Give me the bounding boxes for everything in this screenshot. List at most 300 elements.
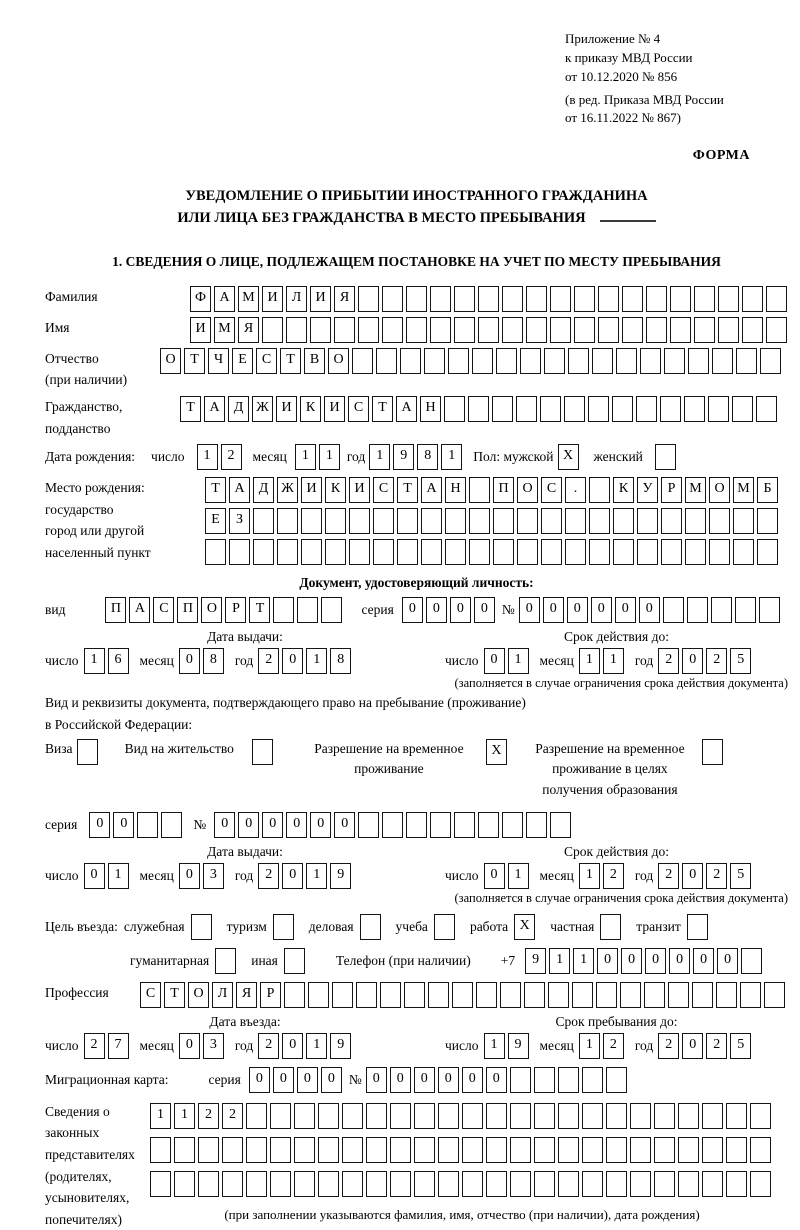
identity-validity-day-input[interactable] bbox=[484, 648, 532, 674]
char-cell[interactable] bbox=[524, 982, 545, 1008]
char-cell[interactable] bbox=[613, 508, 634, 534]
char-cell[interactable] bbox=[222, 1171, 243, 1197]
char-cell[interactable]: 1 bbox=[306, 863, 327, 889]
char-cell[interactable] bbox=[246, 1137, 267, 1163]
char-cell[interactable] bbox=[684, 396, 705, 422]
stay-series-input[interactable] bbox=[89, 812, 185, 838]
char-cell[interactable] bbox=[685, 508, 706, 534]
char-cell[interactable]: 0 bbox=[321, 1067, 342, 1093]
char-cell[interactable] bbox=[174, 1171, 195, 1197]
char-cell[interactable] bbox=[685, 539, 706, 565]
char-cell[interactable] bbox=[321, 597, 342, 623]
char-cell[interactable] bbox=[688, 348, 709, 374]
char-cell[interactable] bbox=[692, 982, 713, 1008]
stay-number-input[interactable] bbox=[214, 812, 574, 838]
char-cell[interactable] bbox=[414, 1171, 435, 1197]
char-cell[interactable] bbox=[517, 539, 538, 565]
char-cell[interactable] bbox=[616, 348, 637, 374]
char-cell[interactable]: Т bbox=[184, 348, 205, 374]
char-cell[interactable] bbox=[366, 1171, 387, 1197]
char-cell[interactable] bbox=[750, 1137, 771, 1163]
char-cell[interactable] bbox=[77, 739, 98, 765]
char-cell[interactable] bbox=[759, 597, 780, 623]
char-cell[interactable]: 0 bbox=[84, 863, 105, 889]
char-cell[interactable] bbox=[678, 1171, 699, 1197]
char-cell[interactable]: И bbox=[324, 396, 345, 422]
char-cell[interactable]: С bbox=[541, 477, 562, 503]
char-cell[interactable]: 0 bbox=[519, 597, 540, 623]
char-cell[interactable]: 0 bbox=[621, 948, 642, 974]
char-cell[interactable]: 1 bbox=[508, 863, 529, 889]
char-cell[interactable] bbox=[406, 812, 427, 838]
char-cell[interactable] bbox=[709, 539, 730, 565]
char-cell[interactable] bbox=[733, 539, 754, 565]
char-cell[interactable] bbox=[448, 348, 469, 374]
char-cell[interactable]: 2 bbox=[603, 1033, 624, 1059]
char-cell[interactable] bbox=[668, 982, 689, 1008]
char-cell[interactable]: У bbox=[637, 477, 658, 503]
char-cell[interactable] bbox=[589, 508, 610, 534]
char-cell[interactable] bbox=[270, 1103, 291, 1129]
char-cell[interactable] bbox=[510, 1067, 531, 1093]
temp-residence-education-checkbox[interactable] bbox=[702, 739, 726, 765]
char-cell[interactable] bbox=[406, 286, 427, 312]
char-cell[interactable]: X bbox=[558, 444, 579, 470]
char-cell[interactable]: 2 bbox=[198, 1103, 219, 1129]
char-cell[interactable]: Д bbox=[253, 477, 274, 503]
identity-issue-day-input[interactable] bbox=[84, 648, 132, 674]
char-cell[interactable]: Е bbox=[205, 508, 226, 534]
char-cell[interactable]: А bbox=[421, 477, 442, 503]
char-cell[interactable]: 0 bbox=[462, 1067, 483, 1093]
char-cell[interactable]: 2 bbox=[222, 1103, 243, 1129]
char-cell[interactable]: Ч bbox=[208, 348, 229, 374]
char-cell[interactable]: А bbox=[214, 286, 235, 312]
char-cell[interactable]: 0 bbox=[310, 812, 331, 838]
char-cell[interactable] bbox=[161, 812, 182, 838]
char-cell[interactable]: 0 bbox=[89, 812, 110, 838]
char-cell[interactable]: Ф bbox=[190, 286, 211, 312]
char-cell[interactable] bbox=[150, 1137, 171, 1163]
char-cell[interactable]: О bbox=[188, 982, 209, 1008]
char-cell[interactable] bbox=[630, 1171, 651, 1197]
char-cell[interactable] bbox=[308, 982, 329, 1008]
char-cell[interactable]: 2 bbox=[258, 1033, 279, 1059]
char-cell[interactable] bbox=[438, 1103, 459, 1129]
char-cell[interactable] bbox=[476, 982, 497, 1008]
char-cell[interactable] bbox=[468, 396, 489, 422]
char-cell[interactable] bbox=[215, 948, 236, 974]
char-cell[interactable]: Ж bbox=[252, 396, 273, 422]
char-cell[interactable]: Р bbox=[225, 597, 246, 623]
doc-series-input[interactable] bbox=[402, 597, 498, 623]
char-cell[interactable]: С bbox=[140, 982, 161, 1008]
char-cell[interactable] bbox=[598, 286, 619, 312]
stay-validity-year-input[interactable] bbox=[658, 863, 754, 889]
char-cell[interactable]: 1 bbox=[295, 444, 316, 470]
char-cell[interactable] bbox=[469, 508, 490, 534]
char-cell[interactable] bbox=[756, 396, 777, 422]
char-cell[interactable] bbox=[252, 739, 273, 765]
char-cell[interactable] bbox=[270, 1171, 291, 1197]
char-cell[interactable] bbox=[349, 508, 370, 534]
stay-validity-month-input[interactable] bbox=[579, 863, 627, 889]
char-cell[interactable]: 5 bbox=[730, 1033, 751, 1059]
char-cell[interactable] bbox=[670, 317, 691, 343]
char-cell[interactable] bbox=[517, 508, 538, 534]
purpose-commercial-checkbox[interactable] bbox=[360, 914, 384, 940]
char-cell[interactable]: Т bbox=[249, 597, 270, 623]
char-cell[interactable]: К bbox=[300, 396, 321, 422]
char-cell[interactable] bbox=[687, 597, 708, 623]
sex-female-checkbox[interactable] bbox=[655, 444, 679, 470]
char-cell[interactable] bbox=[253, 539, 274, 565]
char-cell[interactable] bbox=[550, 286, 571, 312]
char-cell[interactable]: 1 bbox=[369, 444, 390, 470]
char-cell[interactable] bbox=[191, 914, 212, 940]
char-cell[interactable] bbox=[246, 1103, 267, 1129]
char-cell[interactable]: О bbox=[201, 597, 222, 623]
char-cell[interactable] bbox=[318, 1137, 339, 1163]
char-cell[interactable] bbox=[620, 982, 641, 1008]
char-cell[interactable]: 0 bbox=[682, 863, 703, 889]
char-cell[interactable] bbox=[137, 812, 158, 838]
char-cell[interactable]: 3 bbox=[203, 863, 224, 889]
char-cell[interactable] bbox=[702, 739, 723, 765]
char-cell[interactable]: 2 bbox=[706, 1033, 727, 1059]
purpose-work-checkbox[interactable] bbox=[514, 914, 538, 940]
char-cell[interactable]: 1 bbox=[319, 444, 340, 470]
char-cell[interactable] bbox=[325, 539, 346, 565]
char-cell[interactable]: 2 bbox=[258, 863, 279, 889]
char-cell[interactable] bbox=[687, 914, 708, 940]
char-cell[interactable]: Т bbox=[397, 477, 418, 503]
char-cell[interactable] bbox=[334, 317, 355, 343]
char-cell[interactable] bbox=[741, 948, 762, 974]
char-cell[interactable]: П bbox=[105, 597, 126, 623]
char-cell[interactable] bbox=[452, 982, 473, 1008]
char-cell[interactable] bbox=[342, 1171, 363, 1197]
char-cell[interactable]: З bbox=[229, 508, 250, 534]
char-cell[interactable] bbox=[277, 539, 298, 565]
char-cell[interactable]: 1 bbox=[579, 648, 600, 674]
char-cell[interactable]: 1 bbox=[579, 863, 600, 889]
char-cell[interactable] bbox=[574, 286, 595, 312]
char-cell[interactable]: 0 bbox=[334, 812, 355, 838]
char-cell[interactable] bbox=[486, 1103, 507, 1129]
char-cell[interactable]: 7 bbox=[108, 1033, 129, 1059]
char-cell[interactable]: 0 bbox=[282, 648, 303, 674]
char-cell[interactable] bbox=[654, 1137, 675, 1163]
char-cell[interactable] bbox=[382, 286, 403, 312]
char-cell[interactable]: 2 bbox=[658, 648, 679, 674]
char-cell[interactable] bbox=[366, 1103, 387, 1129]
char-cell[interactable] bbox=[736, 348, 757, 374]
char-cell[interactable]: И bbox=[276, 396, 297, 422]
char-cell[interactable]: И bbox=[190, 317, 211, 343]
char-cell[interactable] bbox=[564, 396, 585, 422]
char-cell[interactable] bbox=[750, 1171, 771, 1197]
char-cell[interactable] bbox=[612, 396, 633, 422]
char-cell[interactable]: 0 bbox=[438, 1067, 459, 1093]
char-cell[interactable]: И bbox=[349, 477, 370, 503]
char-cell[interactable]: Т bbox=[372, 396, 393, 422]
char-cell[interactable]: С bbox=[348, 396, 369, 422]
char-cell[interactable] bbox=[205, 539, 226, 565]
char-cell[interactable] bbox=[718, 317, 739, 343]
char-cell[interactable] bbox=[310, 317, 331, 343]
char-cell[interactable] bbox=[558, 1067, 579, 1093]
char-cell[interactable] bbox=[294, 1137, 315, 1163]
char-cell[interactable] bbox=[582, 1067, 603, 1093]
char-cell[interactable]: И bbox=[310, 286, 331, 312]
char-cell[interactable]: Я bbox=[238, 317, 259, 343]
char-cell[interactable]: О bbox=[709, 477, 730, 503]
visa-checkbox[interactable] bbox=[77, 739, 101, 765]
char-cell[interactable] bbox=[565, 539, 586, 565]
char-cell[interactable] bbox=[757, 539, 778, 565]
char-cell[interactable]: Ж bbox=[277, 477, 298, 503]
char-cell[interactable] bbox=[637, 539, 658, 565]
char-cell[interactable] bbox=[284, 982, 305, 1008]
char-cell[interactable] bbox=[733, 508, 754, 534]
sex-male-checkbox[interactable] bbox=[558, 444, 582, 470]
identity-issue-month-input[interactable] bbox=[179, 648, 227, 674]
char-cell[interactable]: 0 bbox=[615, 597, 636, 623]
char-cell[interactable]: А bbox=[129, 597, 150, 623]
char-cell[interactable] bbox=[406, 317, 427, 343]
char-cell[interactable] bbox=[356, 982, 377, 1008]
char-cell[interactable] bbox=[589, 477, 610, 503]
purpose-business-checkbox[interactable] bbox=[191, 914, 215, 940]
char-cell[interactable] bbox=[358, 317, 379, 343]
char-cell[interactable] bbox=[660, 396, 681, 422]
char-cell[interactable]: Н bbox=[420, 396, 441, 422]
char-cell[interactable]: 9 bbox=[508, 1033, 529, 1059]
char-cell[interactable] bbox=[253, 508, 274, 534]
migration-series-input[interactable] bbox=[249, 1067, 345, 1093]
char-cell[interactable] bbox=[510, 1171, 531, 1197]
char-cell[interactable] bbox=[606, 1171, 627, 1197]
char-cell[interactable]: 1 bbox=[306, 1033, 327, 1059]
char-cell[interactable]: 3 bbox=[203, 1033, 224, 1059]
char-cell[interactable] bbox=[766, 317, 787, 343]
char-cell[interactable]: Е bbox=[232, 348, 253, 374]
profession-input[interactable] bbox=[140, 982, 788, 1008]
char-cell[interactable] bbox=[636, 396, 657, 422]
char-cell[interactable]: 0 bbox=[249, 1067, 270, 1093]
char-cell[interactable] bbox=[424, 348, 445, 374]
char-cell[interactable] bbox=[592, 348, 613, 374]
char-cell[interactable] bbox=[222, 1137, 243, 1163]
char-cell[interactable] bbox=[454, 317, 475, 343]
char-cell[interactable]: Т bbox=[164, 982, 185, 1008]
char-cell[interactable] bbox=[277, 508, 298, 534]
char-cell[interactable] bbox=[544, 348, 565, 374]
char-cell[interactable] bbox=[655, 444, 676, 470]
birth-month-input[interactable] bbox=[295, 444, 343, 470]
char-cell[interactable] bbox=[454, 286, 475, 312]
char-cell[interactable] bbox=[598, 317, 619, 343]
char-cell[interactable] bbox=[558, 1103, 579, 1129]
char-cell[interactable] bbox=[726, 1137, 747, 1163]
char-cell[interactable]: 0 bbox=[693, 948, 714, 974]
char-cell[interactable]: 0 bbox=[390, 1067, 411, 1093]
char-cell[interactable]: Я bbox=[334, 286, 355, 312]
char-cell[interactable] bbox=[438, 1137, 459, 1163]
char-cell[interactable]: 0 bbox=[682, 648, 703, 674]
char-cell[interactable]: Л bbox=[212, 982, 233, 1008]
patronymic-input[interactable] bbox=[160, 348, 784, 374]
purpose-humanitarian-checkbox[interactable] bbox=[215, 948, 239, 974]
stay-issue-year-input[interactable] bbox=[258, 863, 354, 889]
char-cell[interactable]: 1 bbox=[508, 648, 529, 674]
char-cell[interactable]: 0 bbox=[366, 1067, 387, 1093]
char-cell[interactable]: 8 bbox=[330, 648, 351, 674]
char-cell[interactable]: 2 bbox=[84, 1033, 105, 1059]
char-cell[interactable] bbox=[492, 396, 513, 422]
char-cell[interactable] bbox=[380, 982, 401, 1008]
char-cell[interactable] bbox=[596, 982, 617, 1008]
char-cell[interactable] bbox=[516, 396, 537, 422]
char-cell[interactable] bbox=[534, 1137, 555, 1163]
char-cell[interactable] bbox=[454, 812, 475, 838]
char-cell[interactable]: Р bbox=[661, 477, 682, 503]
char-cell[interactable] bbox=[462, 1137, 483, 1163]
char-cell[interactable] bbox=[558, 1137, 579, 1163]
char-cell[interactable] bbox=[430, 812, 451, 838]
stay-until-month-input[interactable] bbox=[579, 1033, 627, 1059]
char-cell[interactable] bbox=[472, 348, 493, 374]
char-cell[interactable] bbox=[726, 1171, 747, 1197]
char-cell[interactable]: X bbox=[486, 739, 507, 765]
char-cell[interactable] bbox=[198, 1171, 219, 1197]
char-cell[interactable] bbox=[469, 477, 490, 503]
char-cell[interactable]: 1 bbox=[174, 1103, 195, 1129]
char-cell[interactable] bbox=[622, 286, 643, 312]
char-cell[interactable] bbox=[526, 812, 547, 838]
char-cell[interactable]: 1 bbox=[150, 1103, 171, 1129]
char-cell[interactable]: К bbox=[613, 477, 634, 503]
char-cell[interactable]: 2 bbox=[221, 444, 242, 470]
char-cell[interactable] bbox=[694, 286, 715, 312]
char-cell[interactable]: 0 bbox=[414, 1067, 435, 1093]
char-cell[interactable] bbox=[588, 396, 609, 422]
char-cell[interactable] bbox=[502, 812, 523, 838]
char-cell[interactable] bbox=[478, 317, 499, 343]
char-cell[interactable] bbox=[740, 982, 761, 1008]
char-cell[interactable]: 2 bbox=[658, 1033, 679, 1059]
char-cell[interactable]: 0 bbox=[639, 597, 660, 623]
char-cell[interactable] bbox=[678, 1103, 699, 1129]
char-cell[interactable] bbox=[661, 539, 682, 565]
birth-place-input-1[interactable] bbox=[205, 477, 781, 503]
char-cell[interactable] bbox=[478, 812, 499, 838]
char-cell[interactable] bbox=[493, 508, 514, 534]
char-cell[interactable]: Л bbox=[286, 286, 307, 312]
char-cell[interactable]: О bbox=[517, 477, 538, 503]
char-cell[interactable]: 2 bbox=[258, 648, 279, 674]
char-cell[interactable] bbox=[397, 539, 418, 565]
char-cell[interactable] bbox=[510, 1103, 531, 1129]
entry-month-input[interactable] bbox=[179, 1033, 227, 1059]
char-cell[interactable]: 0 bbox=[179, 648, 200, 674]
char-cell[interactable] bbox=[526, 286, 547, 312]
temp-residence-checkbox[interactable] bbox=[486, 739, 510, 765]
char-cell[interactable] bbox=[694, 317, 715, 343]
char-cell[interactable]: Д bbox=[228, 396, 249, 422]
stay-issue-month-input[interactable] bbox=[179, 863, 227, 889]
char-cell[interactable] bbox=[534, 1171, 555, 1197]
char-cell[interactable] bbox=[550, 812, 571, 838]
char-cell[interactable] bbox=[366, 1137, 387, 1163]
char-cell[interactable] bbox=[294, 1171, 315, 1197]
char-cell[interactable]: 6 bbox=[108, 648, 129, 674]
char-cell[interactable]: Т bbox=[205, 477, 226, 503]
char-cell[interactable]: 2 bbox=[706, 863, 727, 889]
char-cell[interactable] bbox=[582, 1171, 603, 1197]
char-cell[interactable] bbox=[654, 1103, 675, 1129]
char-cell[interactable] bbox=[678, 1137, 699, 1163]
char-cell[interactable]: 1 bbox=[573, 948, 594, 974]
residence-permit-checkbox[interactable] bbox=[252, 739, 276, 765]
char-cell[interactable] bbox=[664, 348, 685, 374]
char-cell[interactable] bbox=[766, 286, 787, 312]
char-cell[interactable]: 1 bbox=[306, 648, 327, 674]
char-cell[interactable] bbox=[589, 539, 610, 565]
char-cell[interactable]: Б bbox=[757, 477, 778, 503]
char-cell[interactable]: 1 bbox=[603, 648, 624, 674]
char-cell[interactable] bbox=[229, 539, 250, 565]
char-cell[interactable] bbox=[760, 348, 781, 374]
char-cell[interactable] bbox=[600, 914, 621, 940]
char-cell[interactable]: И bbox=[301, 477, 322, 503]
char-cell[interactable]: А bbox=[229, 477, 250, 503]
char-cell[interactable]: 0 bbox=[113, 812, 134, 838]
char-cell[interactable] bbox=[534, 1103, 555, 1129]
char-cell[interactable]: 0 bbox=[669, 948, 690, 974]
char-cell[interactable] bbox=[606, 1067, 627, 1093]
char-cell[interactable] bbox=[376, 348, 397, 374]
char-cell[interactable] bbox=[644, 982, 665, 1008]
char-cell[interactable] bbox=[469, 539, 490, 565]
purpose-private-checkbox[interactable] bbox=[600, 914, 624, 940]
char-cell[interactable]: Р bbox=[260, 982, 281, 1008]
char-cell[interactable] bbox=[646, 317, 667, 343]
char-cell[interactable] bbox=[462, 1103, 483, 1129]
char-cell[interactable] bbox=[622, 317, 643, 343]
doc-number-input[interactable] bbox=[519, 597, 783, 623]
char-cell[interactable] bbox=[613, 539, 634, 565]
given-name-input[interactable] bbox=[190, 317, 790, 343]
char-cell[interactable]: 0 bbox=[597, 948, 618, 974]
char-cell[interactable] bbox=[352, 348, 373, 374]
char-cell[interactable] bbox=[764, 982, 785, 1008]
char-cell[interactable] bbox=[582, 1137, 603, 1163]
char-cell[interactable] bbox=[526, 317, 547, 343]
char-cell[interactable]: 0 bbox=[450, 597, 471, 623]
char-cell[interactable]: С bbox=[373, 477, 394, 503]
char-cell[interactable] bbox=[712, 348, 733, 374]
identity-issue-year-input[interactable] bbox=[258, 648, 354, 674]
char-cell[interactable] bbox=[318, 1103, 339, 1129]
char-cell[interactable]: 8 bbox=[203, 648, 224, 674]
char-cell[interactable] bbox=[342, 1137, 363, 1163]
char-cell[interactable] bbox=[358, 286, 379, 312]
char-cell[interactable] bbox=[462, 1171, 483, 1197]
char-cell[interactable] bbox=[661, 508, 682, 534]
char-cell[interactable] bbox=[360, 914, 381, 940]
